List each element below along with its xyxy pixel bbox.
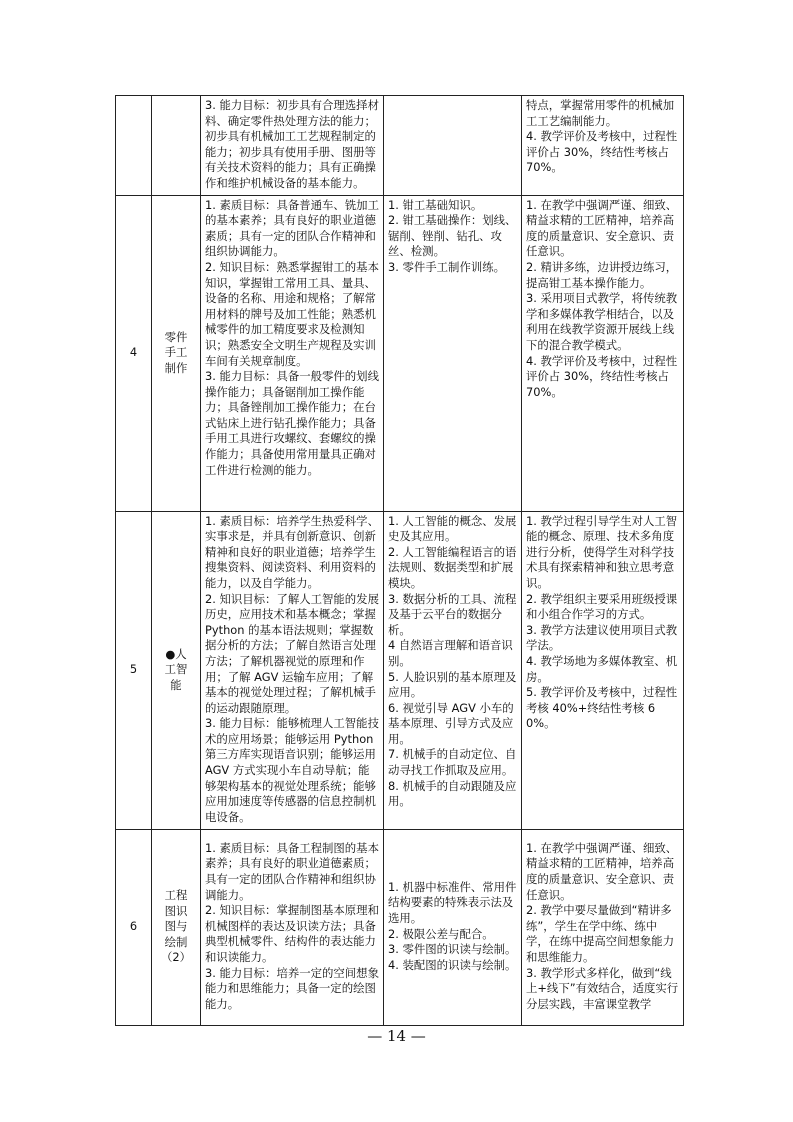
goal-item: 3. 能力目标：初步具有合理选择材料、确定零件热处理方法的能力；初步具有机械加工工艺规程制定的能力；初步具有使用手册、图册等有关技术资料的能力；具有正确操作和维护机械设备的基本能力。 xyxy=(205,98,379,190)
goal-item: 2. 知识目标：了解人工智能的发展历史，应用技术和基本概念；掌握 Python 的基本语法规则；掌握数据分析的方法；了解自然语言处理方法；了解机器视觉的原理和作用；了解 AGV 运输车应用；了解基本的视觉处理过程；了解机械手的运动跟随原理。 xyxy=(205,591,379,715)
course-number: 5 xyxy=(116,511,152,829)
content-item: 2. 人工智能编程语言的语法规则、数据类型和扩展模块。 xyxy=(388,544,517,590)
goal-item: 2. 知识目标：掌握制图基本原理和机械图样的表达及识读方法；具备典型机械零件、结构件的表达能力和识读能力。 xyxy=(205,903,379,964)
course-goals-cell xyxy=(201,96,384,196)
goal-item: 1. 素质目标：具备工程制图的基本素养；具有良好的职业道德素质；具有一定的团队合作精神和组织协调能力。 xyxy=(205,840,379,902)
requirement-item: 特点，掌握常用零件的机械加工工艺编制能力。 xyxy=(526,98,675,128)
teaching-requirements-cell xyxy=(522,511,684,829)
requirement-item: 2. 精讲多练，边讲授边练习，提高钳工基本操作能力。 xyxy=(526,259,678,290)
teaching-requirements-cell xyxy=(522,96,684,196)
course-goals-cell xyxy=(201,829,384,1025)
goal-item: 3. 能力目标：具备一般零件的划线操作能力；具备锯削加工操作能力；具备锉削加工操作能力；在台式钻床上进行钻孔操作能力；具备手用工具进行攻螺纹、套螺纹的操作能力；具备使用常用量具正确对工件进行检测的能力。 xyxy=(205,369,379,477)
table-row xyxy=(116,195,684,511)
course-number xyxy=(116,96,152,196)
goal-item: 2. 知识目标：熟悉掌握钳工的基本知识，掌握钳工常用工具、量具、设备的名称、用途和规格；了解常用材料的牌号及加工性能；熟悉机械零件的加工精度要求及检测知识；熟悉安全文明生产规程及实训车间有关规章制度。 xyxy=(205,259,379,368)
teaching-requirements-cell xyxy=(522,829,684,1025)
table-row xyxy=(116,511,684,829)
course-name: 零件手工制作 xyxy=(152,195,201,511)
requirement-item: 3. 采用项目式教学，将传统教学和多媒体教学相结合，以及利用在线教学资源开展线上线下的混合教学模式。 xyxy=(526,291,678,352)
requirement-item: 2. 教学中要尽量做到“精讲多练”，学生在学中练、练中学，在练中提高空间想象能力和思维能力。 xyxy=(526,903,675,964)
content-item: 4 自然语言理解和语音识别。 xyxy=(388,638,513,668)
content-item: 5. 人脸识别的基本原理及应用。 xyxy=(388,669,517,700)
requirement-item: 4. 教学评价及考核中，过程性评价占 30%，终结性考核占 70%。 xyxy=(526,353,678,399)
content-item: 1. 人工智能的概念、发展史及其应用。 xyxy=(388,513,517,544)
course-number: 6 xyxy=(116,829,152,1025)
goal-item: 3. 能力目标：培养一定的空间想象能力和思维能力；具备一定的绘图能力。 xyxy=(205,965,379,1011)
content-item: 1. 钳工基础知识。 xyxy=(388,197,483,212)
requirement-item: 1. 在教学中强调严谨、细致、精益求精的工匠精神，培养高度的质量意识、安全意识、责任意识。 xyxy=(526,840,678,902)
course-table xyxy=(115,95,684,1026)
table-row xyxy=(116,96,684,196)
requirement-item: 1. 教学过程引导学生对人工智能的概念、原理、技术多角度进行分析，使得学生对科学技术具有探索精神和独立思考意识。 xyxy=(526,513,678,590)
table-row xyxy=(116,829,684,1025)
content-item: 6. 视觉引导 AGV 小车的基本原理、引导方式及应用。 xyxy=(388,700,514,746)
content-item: 4. 装配图的识读与绘制。 xyxy=(388,957,517,972)
requirement-item: 4. 教学评价及考核中，过程性评价占 30%，终结性考核占 70%。 xyxy=(526,129,678,175)
content-item: 3. 数据分析的工具、流程及基于云平台的数据分析。 xyxy=(388,591,517,637)
course-content-cell xyxy=(384,511,522,829)
requirement-item: 4. 教学场地为多媒体教室、机房。 xyxy=(526,653,678,684)
course-name xyxy=(152,96,201,196)
course-content-cell xyxy=(384,195,522,511)
content-item: 8. 机械手的自动跟随及应用。 xyxy=(388,778,517,809)
content-item: 1. 机器中标准件、常用件结构要素的特殊表示法及选用。 xyxy=(388,879,517,925)
course-name: ●人工智能 xyxy=(152,511,201,829)
course-goals-cell xyxy=(201,195,384,511)
goal-item: 1. 素质目标：培养学生热爱科学、实事求是，并具有创新意识、创新精神和良好的职业道德；培养学生搜集资料、阅读资料、利用资料的能力，以及自学能力。 xyxy=(205,513,379,590)
course-goals-cell xyxy=(201,511,384,829)
content-item: 2. 极限公差与配合。 xyxy=(388,926,494,941)
course-content-cell xyxy=(384,829,522,1025)
goal-item: 1. 素质目标：具备普通车、铣加工的基本素养；具有良好的职业道德素质；具有一定的团队合作精神和组织协调能力。 xyxy=(205,197,379,259)
page-number: — 14 — xyxy=(367,1027,426,1045)
course-name: 工程图识图与绘制（2） xyxy=(152,829,201,1025)
content-item: 7. 机械手的自动定位、自动寻找工作抓取及应用。 xyxy=(388,747,517,778)
content-item: 2. 钳工基础操作：划线、锯削、锉削、钻孔、攻丝、检测。 xyxy=(388,213,517,259)
requirement-item: 1. 在教学中强调严谨、细致、精益求精的工匠精神，培养高度的质量意识、安全意识、责任意识。 xyxy=(526,197,678,259)
requirement-item: 5. 教学评价及考核中，过程性考核 40%+终结性考核 60%。 xyxy=(526,685,678,731)
course-number: 4 xyxy=(116,195,152,511)
content-item: 3. 零件图的识读与绘制。 xyxy=(388,942,517,957)
content-item: 3. 零件手工制作训练。 xyxy=(388,259,506,274)
requirement-item: 3. 教学方法建议使用项目式教学法。 xyxy=(526,622,678,653)
requirement-item: 2. 教学组织主要采用班级授课和小组合作学习的方式。 xyxy=(526,591,678,622)
course-content-cell xyxy=(384,96,522,196)
goal-item: 3. 能力目标：能够梳理人工智能技术的应用场景；能够运用 Python 第三方库实现语音识别；能够运用 AGV 方式实现小车自动导航；能够架构基本的视觉处理系统；能够应用加速度等传感器的信息控制机电设备。 xyxy=(205,716,379,824)
teaching-requirements-cell xyxy=(522,195,684,511)
requirement-item: 3. 教学形式多样化，做到“线上+线下”有效结合，适度实行分层实践，丰富课堂教学 xyxy=(526,965,679,1011)
